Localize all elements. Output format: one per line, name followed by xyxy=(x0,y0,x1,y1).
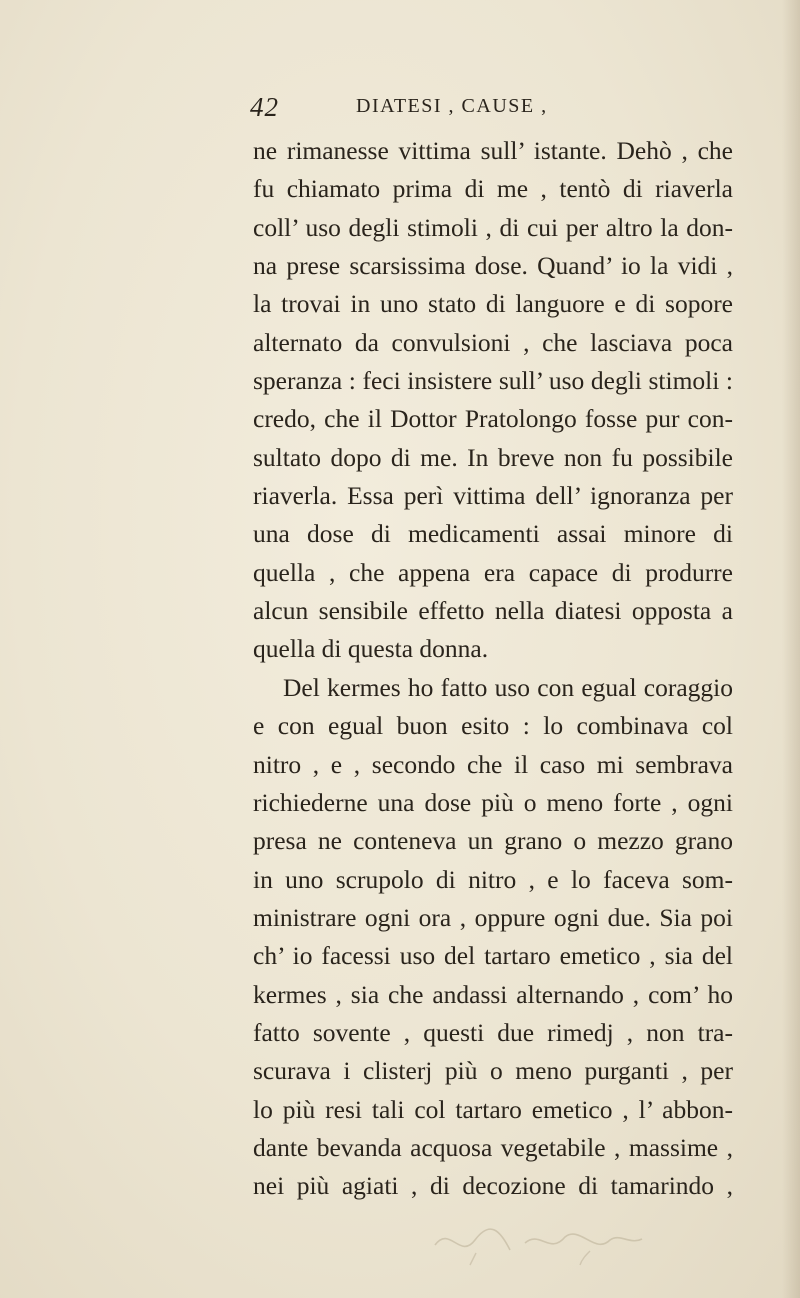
text-line: fatto sovente , questi due rimedj , non tra- xyxy=(253,1017,733,1047)
text-line: riaverla. Essa perì vittima dell’ ignoranza per xyxy=(253,481,733,511)
text-line: ne rimanesse vittima sull’ istante. Dehò , che xyxy=(253,136,733,165)
text-line: presa ne conteneva un grano o mezzo grano xyxy=(253,826,733,856)
text-line: speranza : feci insistere sull’ uso degli stimoli : xyxy=(253,366,733,396)
text-line: alcun sensibile effetto nella diatesi opposta a xyxy=(253,596,733,626)
text-line: coll’ uso degli stimoli , di cui per altro la don- xyxy=(253,212,733,242)
text-line: fu chiamato prima di me , tentò di riaverla xyxy=(253,174,733,204)
page-number: 42 xyxy=(250,92,279,122)
text-line: quella , che appena era capace di produrre xyxy=(253,557,733,587)
paragraph-start-line: Del kermes ho fatto uso con egual coraggio xyxy=(283,672,733,702)
text-line: sultato dopo di me. In breve non fu possibile xyxy=(253,442,733,472)
page-edge-shadow xyxy=(782,0,800,1298)
text-line: ministrare ogni ora , oppure ogni due. Sia poi xyxy=(253,902,733,932)
running-head: DIATESI , CAUSE , xyxy=(356,95,548,117)
text-line: dante bevanda acquosa vegetabile , massime , xyxy=(253,1132,733,1162)
text-line: scurava i clisterj più o meno purganti , per xyxy=(253,1056,733,1086)
text-line: una dose di medicamenti assai minore di xyxy=(253,519,733,549)
text-line: credo, che il Dottor Pratolongo fosse pur con- xyxy=(253,404,733,434)
text-line: richiederne una dose più o meno forte , ogni xyxy=(253,787,733,817)
text-line: ch’ io facessi uso del tartaro emetico , sia del xyxy=(253,941,733,971)
text-line: alternato da convulsioni , che lasciava poca xyxy=(253,327,733,357)
page-header xyxy=(250,92,770,126)
text-line: e con egual buon esito : lo combinava col xyxy=(253,711,733,741)
text-line: in uno scrupolo di nitro , e lo faceva som- xyxy=(253,864,733,894)
text-line: na prese scarsissima dose. Quand’ io la vidi , xyxy=(253,251,733,281)
text-line: kermes , sia che andassi alternando , com’ ho xyxy=(253,979,733,1009)
paragraph-end-line: quella di questa donna. xyxy=(253,634,489,664)
body-text xyxy=(253,132,733,1206)
text-line: nei più agiati , di decozione di tamarindo , xyxy=(253,1171,733,1201)
show-through-handwriting xyxy=(430,1215,650,1275)
text-line: lo più resi tali col tartaro emetico , l’ abbon- xyxy=(253,1094,733,1124)
text-line: nitro , e , secondo che il caso mi sembrava xyxy=(253,749,733,779)
text-line: la trovai in uno stato di languore e di sopore xyxy=(253,289,733,319)
